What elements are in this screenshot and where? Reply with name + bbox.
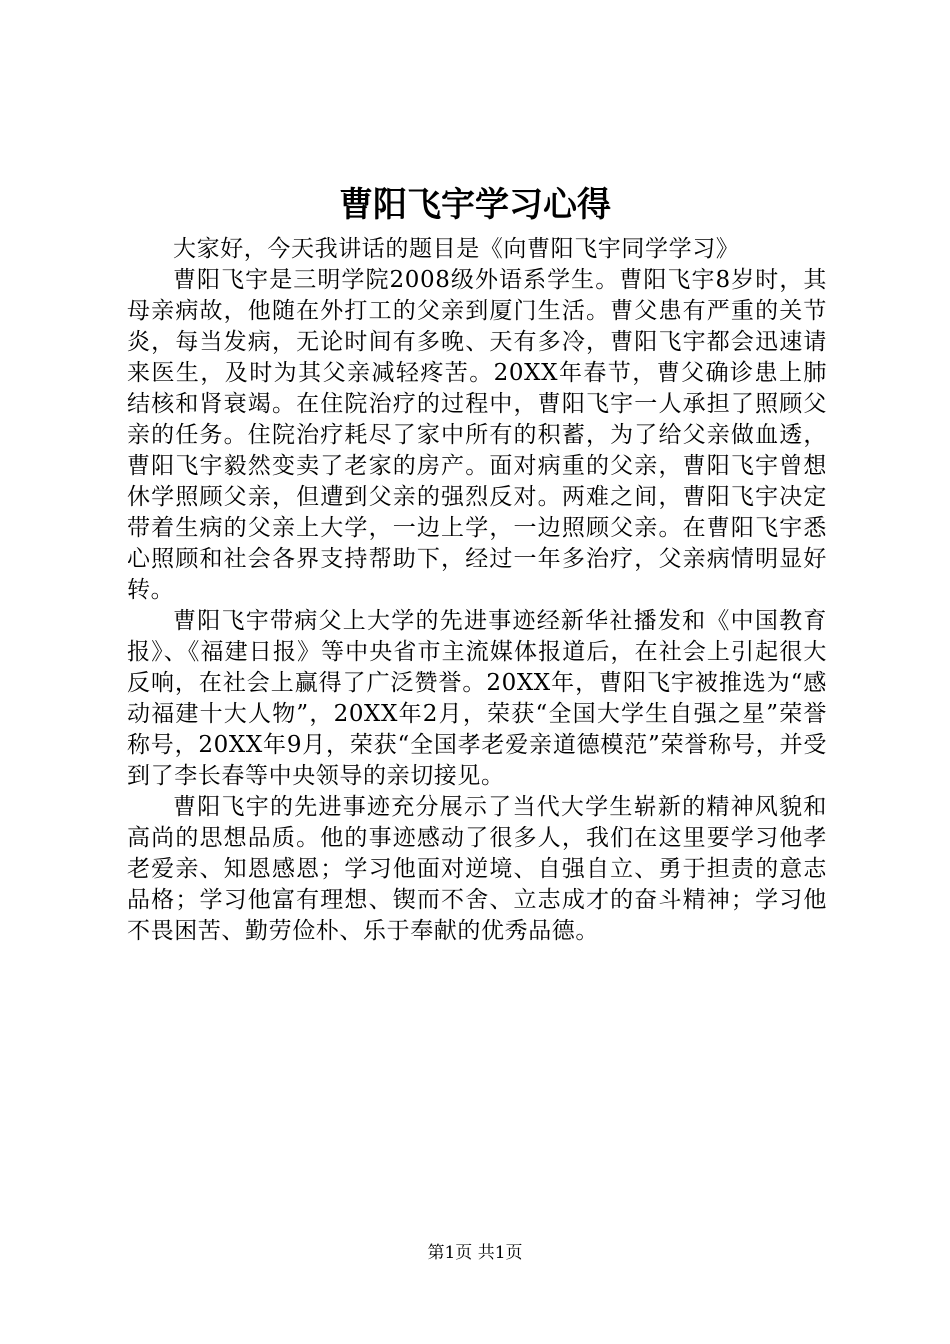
document-body [127, 234, 827, 947]
page-footer: 第1页 共1页 [427, 1243, 523, 1263]
paragraph-intro: 大家好，今天我讲话的题目是《向曹阳飞宇同学学习》 [173, 236, 740, 262]
paragraph-background: 曹阳飞宇是三明学院2008级外语系学生。曹阳飞宇8岁时，其母亲病故，他随在外打工的父亲到厦门生活。曹父患有严重的关节炎，每当发病，无论时间有多晚、天有多冷，曹阳飞宇都会迅速请来医生，及时为其父亲减轻疼苦。20XX年春节，曹父确诊患上肺结核和肾衰竭。在住院治疗的过程中，曹阳飞宇一人承担了照顾父亲的任务。住院治疗耗尽了家中所有的积蓄，为了给父亲做血透，曹阳飞宇毅然变卖了老家的房产。面对病重的父亲，曹阳飞宇曾想休学照顾父亲，但遭到父亲的强烈反对。两难之间，曹阳飞宇决定带着生病的父亲上大学，一边上学，一边照顾父亲。在曹阳飞宇悉心照顾和社会各界支持帮助下，经过一年多治疗，父亲病情明显好转。 [127, 267, 827, 603]
paragraph-recognition: 曹阳飞宇带病父上大学的先进事迹经新华社播发和《中国教育报》、《福建日报》等中央省市主流媒体报道后，在社会上引起很大反响，在社会上赢得了广泛赞誉。20XX年，曹阳飞宇被推选为“感动福建十大人物”，20XX年2月，荣获“全国大学生自强之星”荣誉称号，20XX年9月，荣获“全国孝老爱亲道德模范”荣誉称号，并受到了李长春等中央领导的亲切接见。 [127, 608, 827, 789]
document-title: 曹阳飞宇学习心得 [339, 185, 611, 225]
paragraph-conclusion: 曹阳飞宇的先进事迹充分展示了当代大学生崭新的精神风貌和高尚的思想品质。他的事迹感动了很多人，我们在这里要学习他孝老爱亲、知恩感恩；学习他面对逆境、自强自立、勇于担责的意志品格；学习他富有理想、锲而不舍、立志成才的奋斗精神；学习他不畏困苦、勤劳俭朴、乐于奉献的优秀品德。 [127, 794, 827, 944]
